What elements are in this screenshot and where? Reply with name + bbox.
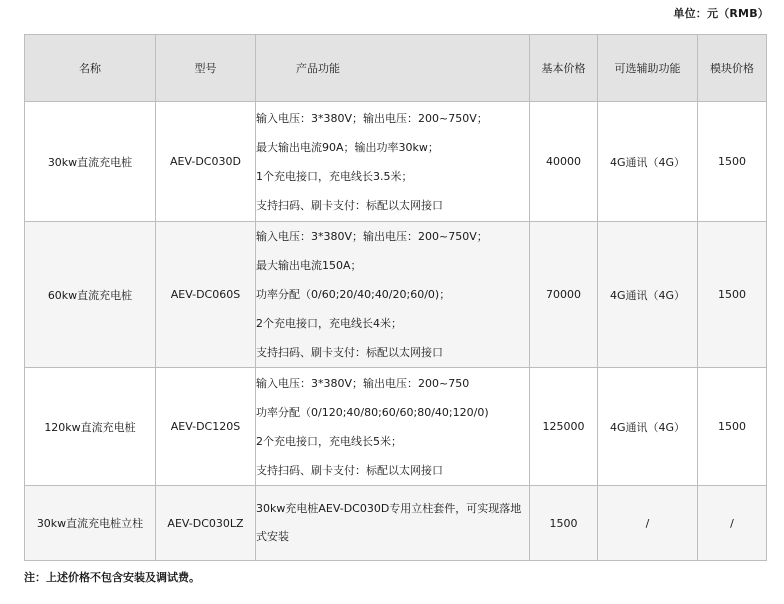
header-features: 产品功能 <box>256 35 530 102</box>
cell-base-price: 40000 <box>530 102 598 222</box>
cell-name: 60kw直流充电桩 <box>25 222 156 368</box>
cell-module-price: / <box>698 486 767 561</box>
cell-optional: 4G通讯（4G） <box>598 368 698 486</box>
table-row <box>25 102 767 222</box>
feature-line: 输入电压：3*380V；输出电压：200~750 <box>256 376 470 390</box>
table-header-row <box>25 35 767 102</box>
cell-module-price: 1500 <box>698 222 767 368</box>
feature-line: 支持扫码、刷卡支付：标配以太网接口 <box>256 198 443 212</box>
cell-model: AEV-DC120S <box>156 368 256 486</box>
cell-module-price: 1500 <box>698 102 767 222</box>
feature-line: 30kw充电桩AEV-DC030D专用立柱套件，可实现落地式安装 <box>256 502 522 543</box>
feature-line: 最大输出电流150A； <box>256 259 362 272</box>
header-base-price: 基本价格 <box>530 35 598 102</box>
table-row <box>25 486 767 561</box>
cell-base-price: 125000 <box>530 368 598 486</box>
cell-name: 120kw直流充电桩 <box>25 368 156 486</box>
feature-line: 功率分配（0/60;20/40;40/20;60/0)； <box>256 288 451 301</box>
header-optional: 可选辅助功能 <box>598 35 698 102</box>
cell-optional: 4G通讯（4G） <box>598 222 698 368</box>
price-table <box>24 34 767 561</box>
unit-label: 单位：元（RMB） <box>673 7 769 20</box>
cell-features <box>256 486 530 561</box>
table-row <box>25 222 767 368</box>
cell-optional: 4G通讯（4G） <box>598 102 698 222</box>
cell-features <box>256 102 530 222</box>
footnote: 注：上述价格不包含安装及调试费。 <box>24 571 200 584</box>
cell-model: AEV-DC030LZ <box>156 486 256 561</box>
table-row <box>25 368 767 486</box>
feature-line: 功率分配（0/120;40/80;60/60;80/40;120/0) <box>256 405 489 419</box>
cell-model: AEV-DC030D <box>156 102 256 222</box>
feature-line: 支持扫码、刷卡支付：标配以太网接口 <box>256 463 443 477</box>
cell-features <box>256 368 530 486</box>
feature-line: 1个充电接口，充电线长3.5米； <box>256 169 413 183</box>
cell-base-price: 70000 <box>530 222 598 368</box>
header-model: 型号 <box>156 35 256 102</box>
cell-name: 30kw直流充电桩 <box>25 102 156 222</box>
cell-base-price: 1500 <box>530 486 598 561</box>
feature-line: 支持扫码、刷卡支付：标配以太网接口 <box>256 346 443 359</box>
header-name: 名称 <box>25 35 156 102</box>
cell-model: AEV-DC060S <box>156 222 256 368</box>
feature-line: 输入电压：3*380V；输出电压：200~750V； <box>256 111 488 125</box>
cell-name: 30kw直流充电桩立柱 <box>25 486 156 561</box>
cell-features <box>256 222 530 368</box>
header-module-price: 模块价格 <box>698 35 767 102</box>
cell-module-price: 1500 <box>698 368 767 486</box>
cell-optional: / <box>598 486 698 561</box>
feature-line: 2个充电接口，充电线长5米； <box>256 434 402 448</box>
feature-line: 最大输出电流90A；输出功率30kw； <box>256 140 439 154</box>
feature-line: 2个充电接口，充电线长4米； <box>256 317 402 330</box>
feature-line: 输入电压：3*380V；输出电压：200~750V； <box>256 230 488 243</box>
